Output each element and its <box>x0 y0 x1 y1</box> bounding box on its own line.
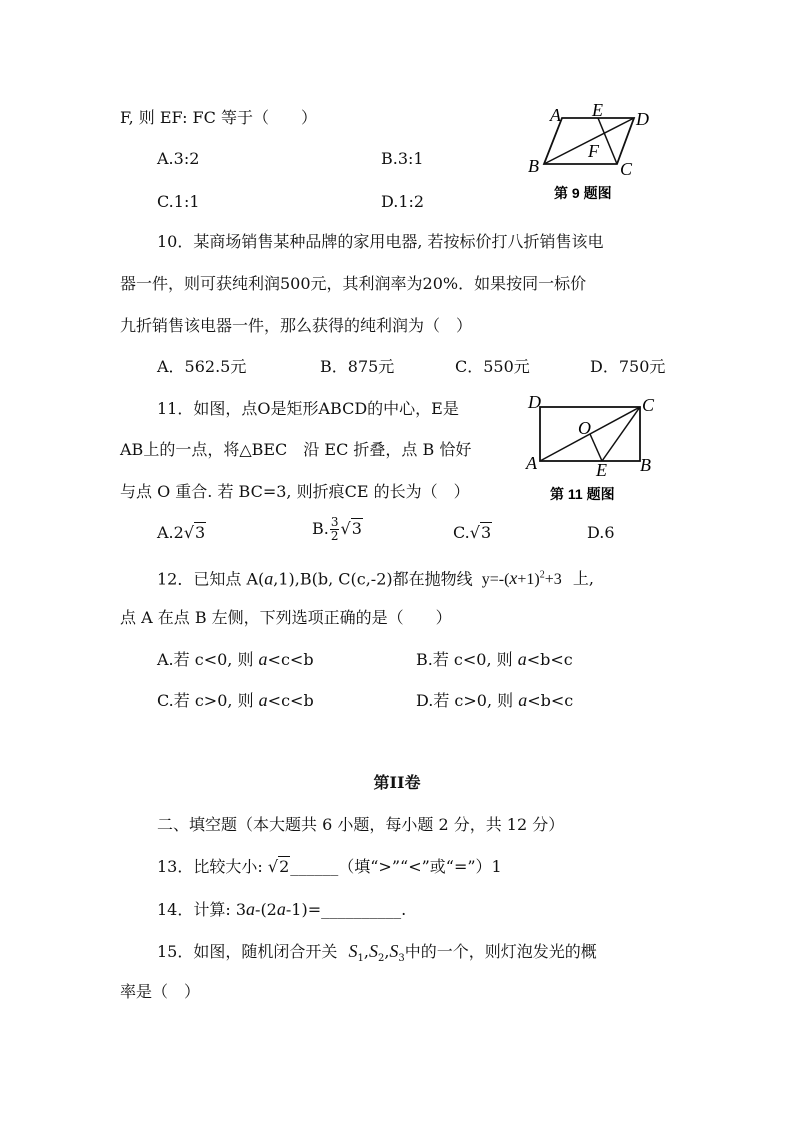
var-a: a <box>258 649 268 669</box>
label-d: D <box>528 393 541 412</box>
q11-option-b-prefix: B. <box>312 519 329 538</box>
segment-oe <box>590 434 602 461</box>
q12-option-d <box>416 688 573 713</box>
sqrt-symbol: √2 <box>267 857 290 876</box>
q14-post: -1)=__________. <box>285 900 407 919</box>
label-d: D <box>636 109 649 129</box>
q12-option-c-post: <c<b <box>267 691 314 710</box>
figure-11-rectangle <box>522 393 662 508</box>
q10-option-c: C．550元 <box>455 357 530 376</box>
label-a: A <box>550 105 561 125</box>
q12-option-a-post: <c<b <box>267 650 314 669</box>
label-c: C <box>620 159 633 179</box>
var-a: a <box>517 649 527 669</box>
q10-line-1: 10．某商场销售某种品牌的家用电器, 若按标价打八折销售该电 <box>157 232 604 251</box>
q12-option-c-pre: C.若 c>0, 则 <box>157 691 254 710</box>
q12-option-d-pre: D.若 c>0, 则 <box>416 691 514 710</box>
switch-s3-sub: 3 <box>398 953 405 965</box>
q13-line <box>157 855 502 879</box>
switch-s1: S <box>348 941 358 961</box>
q11-option-c <box>453 521 492 545</box>
q9-stem: F, 则 EF: FC 等于（ ） <box>120 108 317 127</box>
figure-9-caption: 第 9 题图 <box>554 185 612 201</box>
parabola-post: +3 <box>544 571 562 589</box>
q10-option-b: B．875元 <box>320 357 395 376</box>
q12-option-d-post: <b<c <box>527 691 574 710</box>
parabola-x: x <box>509 568 518 589</box>
switch-s3: S <box>389 941 399 961</box>
q11-option-b <box>312 516 363 543</box>
sqrt-symbol: √3 <box>469 523 492 542</box>
fraction-numerator: 3 <box>330 515 339 529</box>
var-a: a <box>276 899 286 919</box>
q12-line-2: 点 A 在点 B 左侧，下列选项正确的是（ ） <box>120 608 452 627</box>
parabola-exponent: 2 <box>539 570 545 581</box>
q12-option-b-pre: B.若 c<0, 则 <box>416 650 513 669</box>
label-b: B <box>528 156 539 176</box>
switch-s2-sub: 2 <box>377 953 385 965</box>
figure-9-parallelogram <box>522 100 652 204</box>
q12-text-c: 上, <box>572 569 594 589</box>
q11-option-a <box>157 521 206 545</box>
q12-text-b: ,1),B(b, C(c,-2)都在抛物线 <box>273 569 473 589</box>
q12-option-b <box>416 647 573 672</box>
q11-option-c-prefix: C. <box>453 523 470 542</box>
q11-line-3: 与点 O 重合. 若 BC=3, 则折痕CE 的长为（ ） <box>120 482 470 501</box>
q11-option-d: D.6 <box>587 523 615 542</box>
q11-option-a-prefix: A. <box>157 523 174 542</box>
parabola-expression <box>481 568 562 589</box>
q9-option-a: A.3:2 <box>157 149 200 168</box>
figure-11-caption: 第 11 题图 <box>550 486 615 502</box>
q12-line-1 <box>157 564 594 592</box>
q14-pre: 14．计算: 3 <box>157 900 247 919</box>
q15-line-2: 率是（ ） <box>120 982 201 1001</box>
q9-option-d: D.1:2 <box>381 192 425 211</box>
q10-line-2: 器一件，则可获纯利润500元，其利润率为20%．如果按同一标价 <box>120 274 587 293</box>
q13-pre: 13．比较大小: <box>157 857 263 876</box>
label-f: F <box>588 141 599 161</box>
q12-option-a <box>157 647 314 672</box>
crease-ce <box>602 407 640 461</box>
parabola-pre: y=-( <box>481 571 510 589</box>
q15-post: 中的一个，则灯泡发光的概 <box>404 942 597 961</box>
q9-option-b: B.3:1 <box>381 149 424 168</box>
q15-pre: 15．如图，随机闭合开关 <box>157 942 338 961</box>
label-a: A <box>526 453 537 473</box>
q10-option-a: A．562.5元 <box>157 357 247 376</box>
q11-line-2: AB上的一点，将△BEC 沿 EC 折叠，点 B 恰好 <box>120 440 472 459</box>
q15-line-1 <box>157 939 597 971</box>
switch-labels: $S_1,S_2,S_3$ <box>348 941 405 965</box>
sqrt-symbol: √3 <box>340 519 362 538</box>
var-a: a <box>258 690 268 710</box>
label-e: E <box>592 100 603 120</box>
q13-post: ______（填“>”“<”或“=”）1 <box>290 857 502 876</box>
q14-mid: -(2 <box>255 900 277 919</box>
radicand: 3 <box>480 523 492 542</box>
q10-line-3: 九折销售该电器一件，那么获得的纯利润为（ ） <box>120 316 473 335</box>
var-a: a <box>246 899 256 919</box>
radicand: 2 <box>279 857 290 876</box>
radicand: 3 <box>351 519 362 538</box>
q12-option-c <box>157 688 314 713</box>
q14-line <box>157 897 406 922</box>
radicand: 3 <box>195 523 206 542</box>
var-a: a <box>264 568 274 589</box>
q10-option-d: D．750元 <box>590 357 666 376</box>
fraction <box>330 516 340 543</box>
switch-s1-sub: 1 <box>357 953 364 965</box>
q11-line-1: 11．如图，点O是矩形ABCD的中心，E是 <box>157 399 459 418</box>
switch-s2: S <box>368 941 378 961</box>
label-o: O <box>578 418 591 438</box>
q9-option-c: C.1:1 <box>157 192 200 211</box>
fraction-denominator: 2 <box>330 529 339 543</box>
var-a: a <box>518 690 528 710</box>
section-title: 第II卷 <box>373 773 421 792</box>
q12-text-a: 12．已知点 A( <box>157 569 265 589</box>
q11-option-a-coef: 2 <box>173 523 184 542</box>
label-c: C <box>642 395 655 415</box>
parabola-mid: +1) <box>517 571 540 589</box>
q12-option-b-post: <b<c <box>526 650 573 669</box>
section-heading: 二、填空题（本大题共 6 小题，每小题 2 分，共 12 分） <box>157 815 565 834</box>
label-e: E <box>596 460 607 480</box>
q12-option-a-pre: A.若 c<0, 则 <box>157 650 254 669</box>
segment-ec <box>598 118 617 164</box>
label-b: B <box>640 455 651 475</box>
sqrt-symbol: √3 <box>183 523 206 542</box>
